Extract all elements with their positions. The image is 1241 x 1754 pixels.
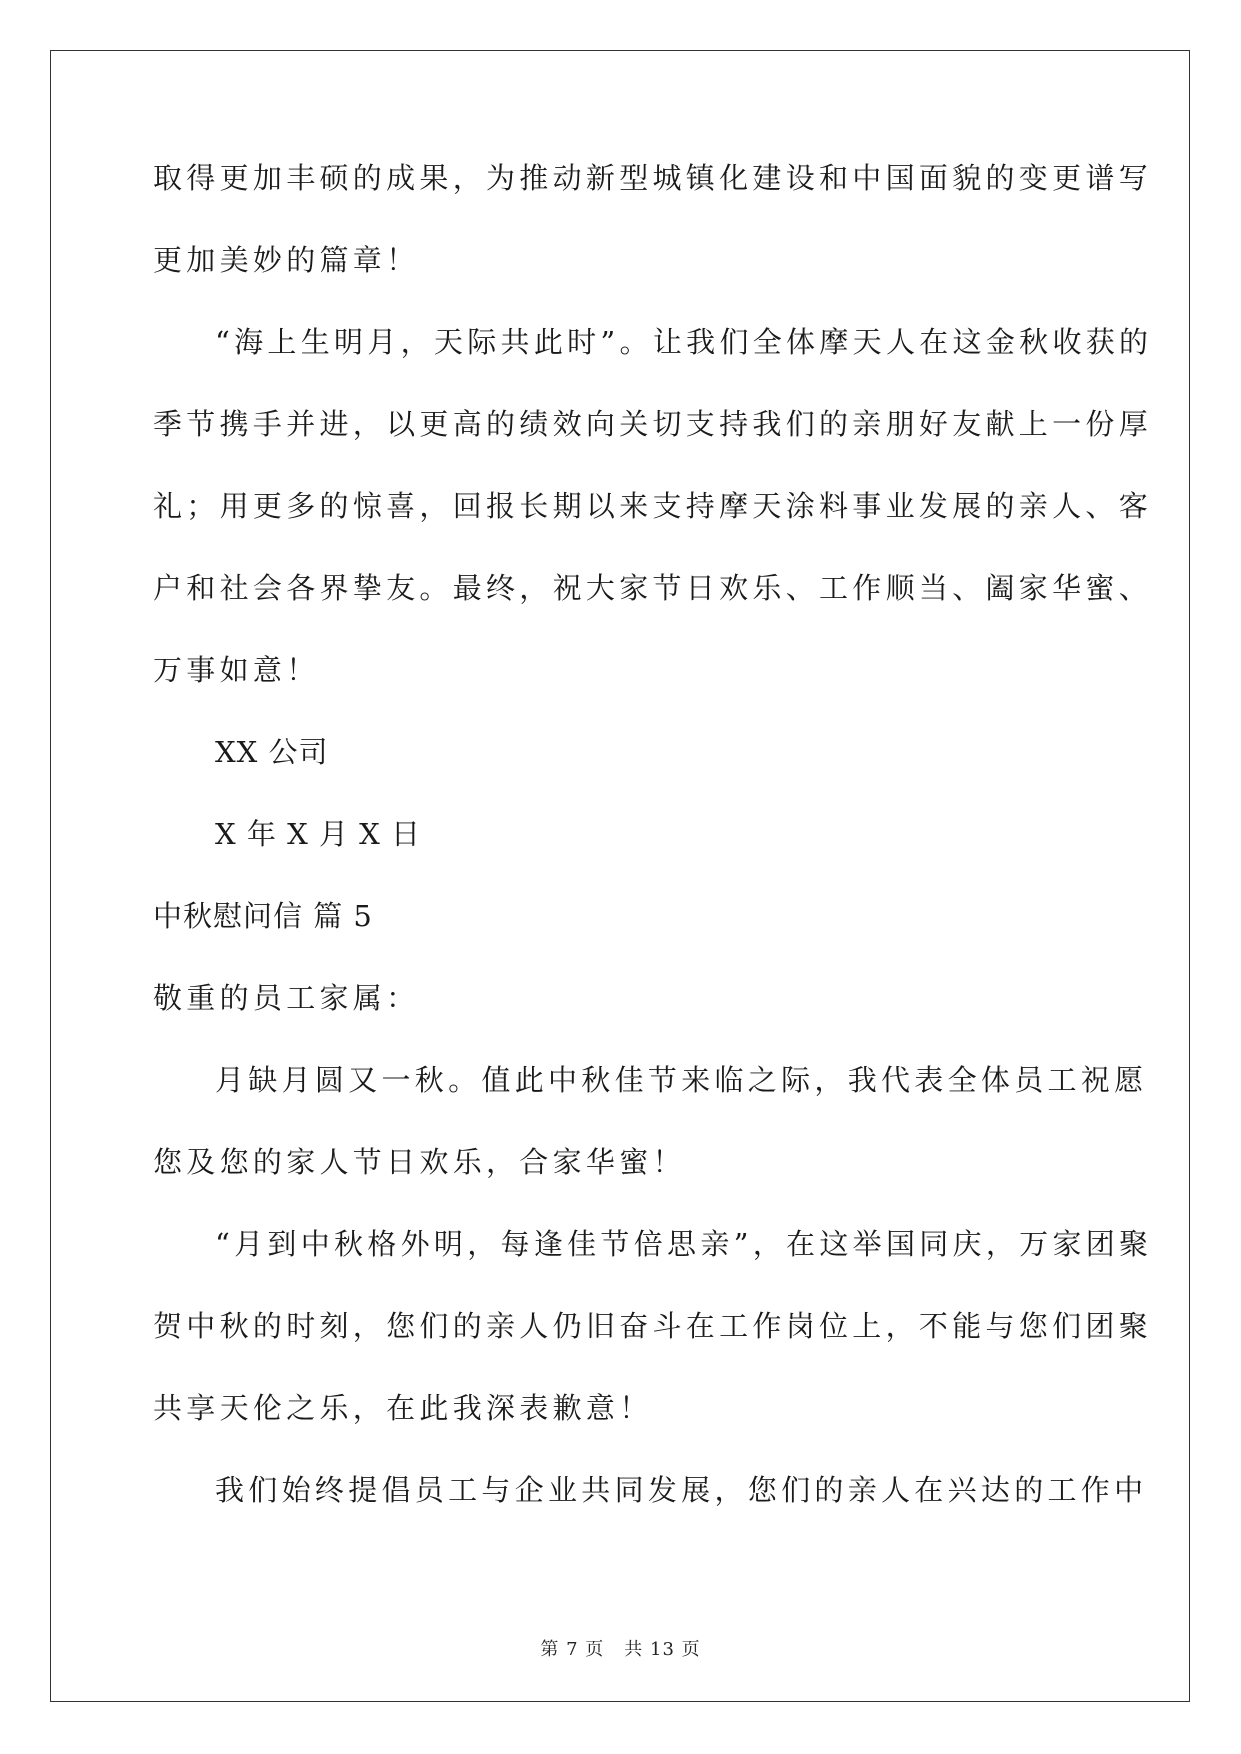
text-line: 季节携手并进，以更高的绩效向关切支持我们的亲朋好友献上一份厚	[153, 407, 1153, 441]
text-line: 您及您的家人节日欢乐，合家华蜜！	[153, 1145, 686, 1179]
text-line: “月到中秋格外明，每逢佳节倍思亲”，在这举国同庆，万家团聚	[215, 1227, 1153, 1261]
text-line: 取得更加丰硕的成果，为推动新型城镇化建设和中国面貌的变更谱写	[153, 161, 1153, 195]
text-line: 万事如意！	[153, 653, 320, 687]
page-number-current: 第 7 页	[540, 1639, 605, 1660]
text-line: 月缺月圆又一秋。值此中秋佳节来临之际，我代表全体员工祝愿	[215, 1063, 1148, 1097]
section-heading: 中秋慰问信 篇 5	[153, 899, 373, 933]
text-line: “海上生明月，天际共此时”。让我们全体摩天人在这金秋收获的	[215, 325, 1153, 359]
document-body	[153, 161, 1153, 1557]
signature-date: X 年 X 月 X 日	[215, 817, 422, 851]
text-line: 共享天伦之乐，在此我深表歉意！	[153, 1391, 653, 1425]
text-line: 更加美妙的篇章！	[153, 243, 420, 277]
signature-company: XX 公司	[215, 735, 329, 769]
page-footer	[0, 1635, 1241, 1661]
text-line: 我们始终提倡员工与企业共同发展，您们的亲人在兴达的工作中	[215, 1473, 1148, 1507]
page-number-total: 共 13 页	[624, 1639, 701, 1660]
text-line: 礼；用更多的惊喜，回报长期以来支持摩天涂料事业发展的亲人、客	[153, 489, 1153, 523]
salutation: 敬重的员工家属：	[153, 981, 420, 1015]
text-line: 贺中秋的时刻，您们的亲人仍旧奋斗在工作岗位上，不能与您们团聚	[153, 1309, 1153, 1343]
text-line: 户和社会各界挚友。最终，祝大家节日欢乐、工作顺当、阖家华蜜、	[153, 571, 1153, 605]
